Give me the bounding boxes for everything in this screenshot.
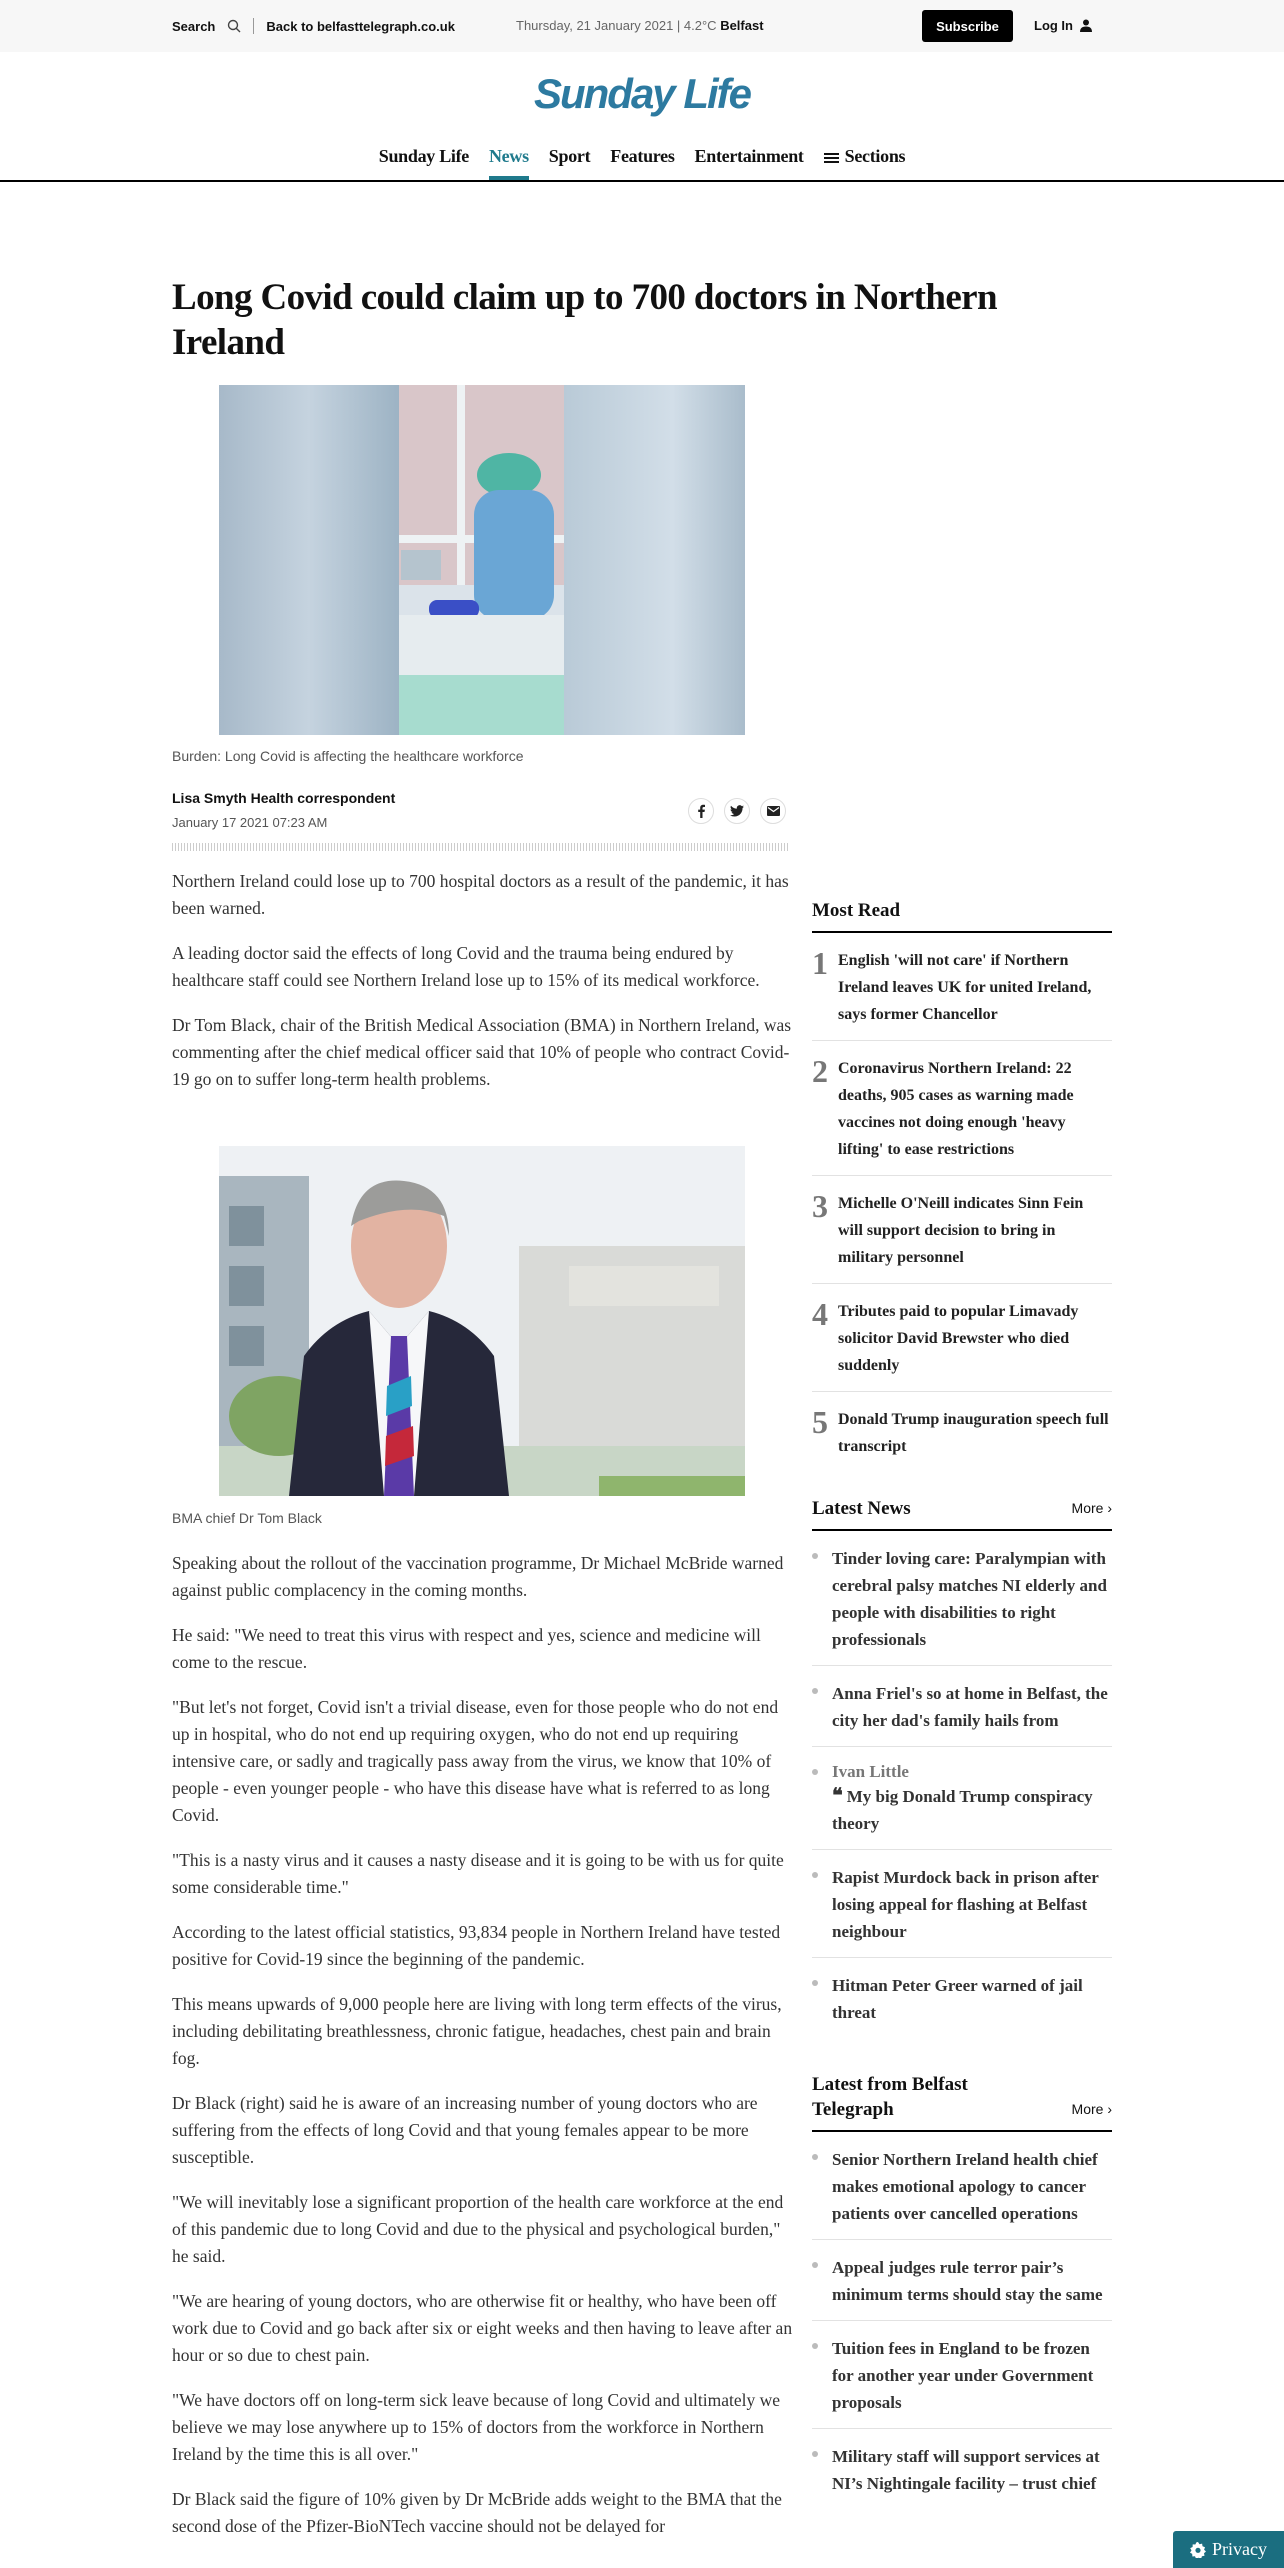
paragraph: Dr Black said the figure of 10% given by Dr McBride adds weight to the BMA that the second dose of the Pfizer-BioNTech vaccine should not be delayed for — [172, 2489, 782, 2536]
paragraph: Dr Tom Black, chair of the British Medical Association (BMA) in Northern Ireland, was commenting after the chief medical officer said that 10% of people who contract Covid-19 go on to suffer long-term health problems. — [172, 1015, 792, 1089]
facebook-icon — [696, 804, 706, 818]
latest-bt-item[interactable] — [812, 2132, 1112, 2240]
paragraph: According to the latest official statistics, 93,834 people in Northern Ireland have tested positive for Covid-19 since the beginning of the pandemic. — [172, 1922, 781, 1969]
share-buttons — [688, 798, 786, 824]
inline-image-graphic — [219, 1146, 745, 1496]
paragraph: Northern Ireland could lose up to 700 hospital doctors as a result of the pandemic, it has been warned. — [172, 871, 789, 918]
latest-news-item[interactable] — [812, 1958, 1112, 2038]
latest-belfast-telegraph-section — [812, 2072, 1112, 2509]
paragraph: "But let's not forget, Covid isn't a trivial disease, even for those people who do not end up in hospital, who do not end up requiring oxygen, who do not end up requiring intensive care, or sadly and tragically pass away from the virus, we know that 10% of people - even younger people - who have this disease have what is referred to as long Covid. — [172, 1697, 779, 1825]
most-read-link[interactable]: Michelle O'Neill indicates Sinn Fein will support decision to bring in military personnel — [838, 1195, 1084, 1266]
latest-news-title: Latest News — [812, 1498, 911, 1519]
latest-bt-link[interactable]: Appeal judges rule terror pair’s minimum terms should stay the same — [832, 2258, 1103, 2304]
nav-divider — [0, 180, 1284, 182]
rank-number: 2 — [812, 1053, 828, 1089]
facebook-share-button[interactable] — [688, 798, 714, 824]
latest-news-item[interactable] — [812, 1850, 1112, 1958]
latest-bt-item[interactable] — [812, 2429, 1112, 2509]
site-logo[interactable]: Sunday Life — [533, 70, 751, 117]
latest-bt-link[interactable]: Senior Northern Ireland health chief makes emotional apology to cancer patients over cancelled operations — [832, 2150, 1098, 2223]
latest-bt-title: Latest from Belfast Telegraph — [812, 2074, 968, 2120]
latest-news-item[interactable] — [812, 1747, 1112, 1850]
paragraph: Speaking about the rollout of the vaccination programme, Dr Michael McBride warned against public complacency in the coming months. — [172, 1553, 784, 1600]
search-button[interactable]: Search — [172, 18, 216, 34]
latest-news-link[interactable]: Anna Friel's so at home in Belfast, the city her dad's family hails from — [832, 1684, 1108, 1730]
email-share-button[interactable] — [760, 798, 786, 824]
inline-image-tom-black[interactable] — [219, 1146, 745, 1496]
article-body-part-2 — [172, 1550, 794, 2558]
date-weather — [516, 18, 764, 33]
most-read-item[interactable] — [812, 1284, 1112, 1392]
nav-item-features[interactable]: Features — [610, 146, 675, 166]
latest-bt-item[interactable] — [812, 2321, 1112, 2429]
hero-image[interactable] — [219, 385, 745, 735]
opinion-item — [832, 1761, 1112, 1837]
privacy-settings-button[interactable] — [1173, 2531, 1284, 2568]
latest-news-link[interactable]: Hitman Peter Greer warned of jail threat — [832, 1976, 1083, 2022]
login-button[interactable] — [1034, 18, 1092, 33]
user-icon — [1080, 19, 1092, 32]
nav-sections-label: Sections — [844, 146, 906, 166]
inline-image-caption: BMA chief Dr Tom Black — [172, 1510, 322, 1526]
most-read-item[interactable] — [812, 933, 1112, 1041]
latest-news-section — [812, 1496, 1112, 2038]
most-read-link[interactable]: Tributes paid to popular Limavady solicitor David Brewster who died suddenly — [838, 1303, 1079, 1374]
hero-caption: Burden: Long Covid is affecting the healthcare workforce — [172, 748, 524, 764]
bullet-icon — [812, 1872, 818, 1878]
latest-news-more-link[interactable]: More › — [1071, 1500, 1112, 1516]
most-read-section — [812, 898, 1112, 1472]
latest-news-item[interactable] — [812, 1531, 1112, 1666]
nav-item-news[interactable]: News — [479, 142, 539, 175]
nav-item-sport[interactable]: Sport — [548, 146, 591, 166]
most-read-link[interactable]: English 'will not care' if Northern Ireland leaves UK for united Ireland, says former Chancellor — [838, 952, 1092, 1023]
most-read-link[interactable]: Donald Trump inauguration speech full transcript — [838, 1411, 1109, 1455]
paragraph: This means upwards of 9,000 people here are living with long term effects of the virus, including debilitating breathlessness, chronic fatigue, headaches, chest pain and brain fog. — [172, 1994, 782, 2068]
privacy-label: Privacy — [1212, 2539, 1267, 2559]
paragraph: A leading doctor said the effects of long Covid and the trauma being endured by healthcare staff could see Northern Ireland lose up to 15% of its medical workforce. — [172, 943, 760, 990]
date-text: Thursday, 21 January 2021 | 4.2°C — [516, 18, 717, 33]
subscribe-button[interactable]: Subscribe — [922, 10, 1013, 42]
author-byline[interactable]: Lisa Smyth Health correspondent — [172, 790, 396, 806]
rank-number: 4 — [812, 1296, 828, 1332]
bullet-icon — [812, 1553, 818, 1559]
opinion-title: My big Donald Trump conspiracy theory — [832, 1787, 1093, 1833]
latest-bt-heading — [812, 2072, 1112, 2132]
rank-number: 1 — [812, 945, 828, 981]
most-read-item[interactable] — [812, 1392, 1112, 1472]
rank-number: 5 — [812, 1404, 828, 1440]
latest-bt-link[interactable]: Military staff will support services at NI’s Nightingale facility – trust chief — [832, 2447, 1100, 2493]
weather-location: Belfast — [720, 18, 764, 33]
latest-news-link[interactable]: Tinder loving care: Paralympian with cerebral palsy matches NI elderly and people with disabilities to right professionals — [832, 1549, 1107, 1649]
most-read-link[interactable]: Coronavirus Northern Ireland: 22 deaths, 905 cases as warning made vaccines not doing enough 'heavy lifting' to ease restrictions — [838, 1060, 1074, 1158]
latest-news-heading — [812, 1496, 1112, 1531]
paragraph: "We have doctors off on long-term sick leave because of long Covid and ultimately we believe we may lose anywhere up to 15% of doctors from the workforce in Northern Ireland by the time this is all over." — [172, 2390, 781, 2464]
bullet-icon — [812, 1769, 818, 1775]
bullet-icon — [812, 2343, 818, 2349]
columnist-name[interactable]: Ivan Little — [832, 1762, 909, 1781]
paragraph: He said: "We need to treat this virus with respect and yes, science and medicine will come to the rescue. — [172, 1625, 761, 1672]
latest-news-link[interactable]: Rapist Murdock back in prison after losing appeal for flashing at Belfast neighbour — [832, 1868, 1099, 1941]
latest-news-link[interactable] — [832, 1783, 1112, 1837]
paragraph: "This is a nasty virus and it causes a nasty disease and it is going to be with us for quite some considerable time." — [172, 1850, 784, 1897]
article-body-part-1 — [172, 868, 794, 1111]
gear-icon — [1190, 2542, 1206, 2558]
hero-image-graphic — [219, 385, 745, 735]
article-headline: Long Covid could claim up to 700 doctors in Northern Ireland — [172, 277, 997, 363]
divider — [253, 18, 254, 34]
twitter-share-button[interactable] — [724, 798, 750, 824]
search-area — [172, 18, 455, 34]
paragraph: "We are hearing of young doctors, who are otherwise fit or healthy, who have been off work due to Covid and go back after six or eight weeks and then having to leave after an hour or so due to chest pain. — [172, 2291, 793, 2365]
bullet-icon — [812, 1980, 818, 1986]
latest-news-item[interactable] — [812, 1666, 1112, 1747]
rank-number: 3 — [812, 1188, 828, 1224]
bullet-icon — [812, 1688, 818, 1694]
email-icon — [767, 806, 780, 816]
most-read-heading — [812, 898, 1112, 933]
paragraph: "We will inevitably lose a significant proportion of the health care workforce at the end of this pandemic due to long Covid and due to the physical and psychological burden," he said. — [172, 2192, 784, 2266]
main-navigation — [0, 142, 1284, 175]
nav-item-sunday-life[interactable]: Sunday Life — [378, 146, 469, 166]
search-icon[interactable] — [227, 19, 241, 33]
twitter-icon — [730, 805, 744, 817]
latest-bt-item[interactable] — [812, 2240, 1112, 2321]
bullet-icon — [812, 2262, 818, 2268]
byline-divider — [172, 843, 790, 851]
back-to-belfasttelegraph-link[interactable]: Back to belfasttelegraph.co.uk — [266, 18, 455, 34]
login-label: Log In — [1034, 18, 1073, 33]
most-read-item[interactable] — [812, 1176, 1112, 1284]
most-read-item[interactable] — [812, 1041, 1112, 1176]
most-read-title: Most Read — [812, 900, 901, 921]
paragraph: Dr Black (right) said he is aware of an increasing number of young doctors who are suffering from the effects of long Covid and that young females appear to be more susceptible. — [172, 2093, 758, 2167]
bullet-icon — [812, 2154, 818, 2160]
utility-bar — [0, 0, 1284, 52]
latest-bt-more-link[interactable]: More › — [1071, 2101, 1112, 2117]
nav-item-sections[interactable] — [814, 142, 916, 175]
bullet-icon — [812, 2451, 818, 2457]
publish-date: January 17 2021 07:23 AM — [172, 815, 328, 830]
hamburger-menu-icon — [824, 152, 839, 164]
latest-bt-link[interactable]: Tuition fees in England to be frozen for another year under Government proposals — [832, 2339, 1094, 2412]
nav-item-entertainment[interactable]: Entertainment — [694, 146, 804, 166]
quote-icon: ❝ — [832, 1785, 843, 1807]
